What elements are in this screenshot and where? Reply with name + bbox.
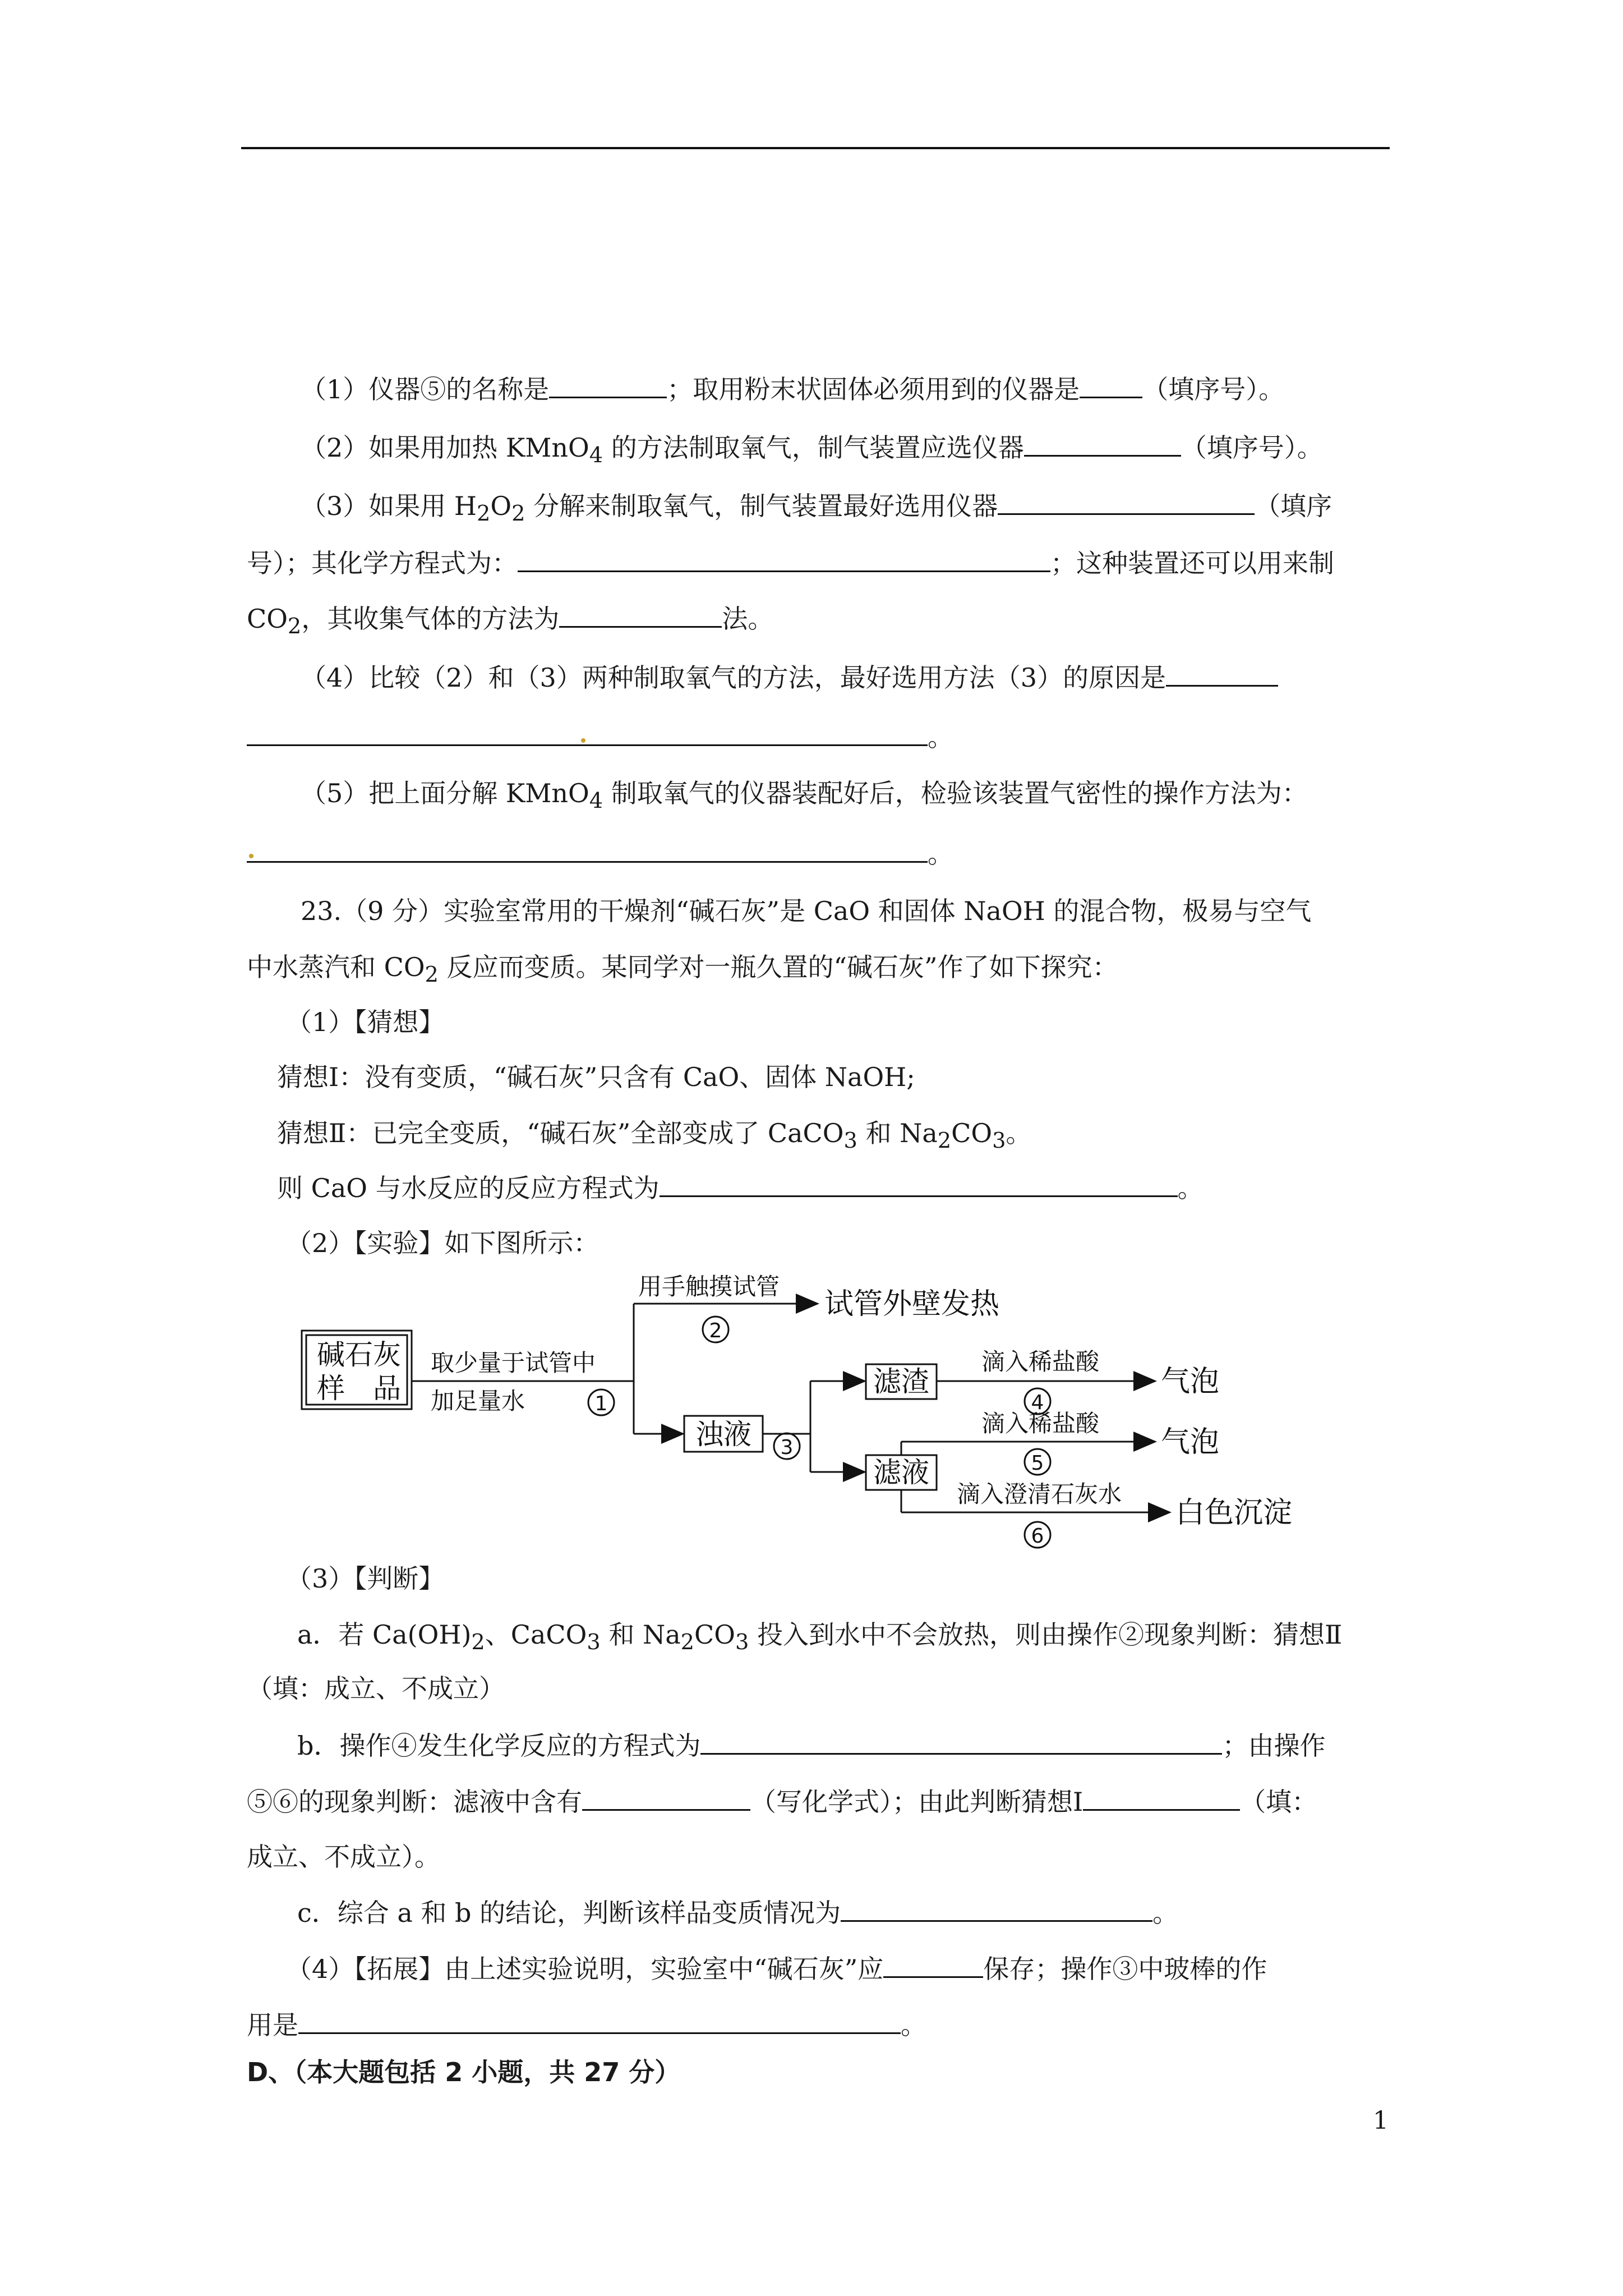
guess-2-text-c: CO — [951, 1118, 993, 1148]
answer-blank[interactable] — [1024, 432, 1181, 457]
q23-intro-text-a: 中水蒸汽和 CO — [247, 952, 425, 982]
subscript: 3 — [992, 1128, 1006, 1154]
residue-label: 滤渣 — [873, 1365, 929, 1398]
judge-a-line2: （填：成立、不成立） — [247, 1673, 505, 1704]
subscript: 4 — [589, 443, 603, 468]
extension-text-a: （4）【拓展】由上述实验说明，实验室中“碱石灰”应 — [286, 1954, 884, 1984]
judge-b-text-a: b．操作④发生化学反应的方程式为 — [297, 1731, 701, 1761]
answer-blank[interactable] — [841, 1898, 1152, 1922]
q22-p3-text-b: 分解来制取氧气，制气装置最好选用仪器 — [525, 491, 998, 521]
sample-label-1: 碱石灰 — [317, 1338, 401, 1371]
q22-p5-text-a: （5）把上面分解 KMnO — [301, 778, 589, 808]
answer-blank[interactable] — [247, 722, 928, 746]
q23-intro-line2 — [247, 950, 1118, 992]
cao-equation-line — [277, 1171, 1204, 1205]
subscript: 2 — [937, 1128, 952, 1154]
step1-label-bottom: 加足量水 — [431, 1387, 525, 1415]
q22-p3-text-g: ，其收集气体的方法为 — [301, 604, 560, 634]
step-number-1: 1 — [594, 1392, 608, 1415]
answer-blank[interactable] — [518, 548, 1050, 572]
answer-blank[interactable] — [298, 2010, 901, 2034]
judge-b-text-d: （写化学式）；由此判断猜想Ⅰ — [750, 1787, 1083, 1817]
page-number: 1 — [1373, 2106, 1389, 2135]
q22-p2-text-b: 的方法制取氧气，制气装置应选仪器 — [603, 432, 1024, 463]
extension-line2 — [247, 2008, 926, 2042]
judge-c-text: c．综合 a 和 b 的结论，判断该样品变质情况为 — [297, 1898, 841, 1928]
q22-p3-text-a: （3）如果用 H — [301, 491, 477, 521]
q22-part3-line1 — [301, 489, 1332, 531]
guess-2-text-b: 和 Na — [857, 1118, 938, 1148]
judge-b-text-c: ⑤⑥的现象判断：滤液中含有 — [247, 1787, 582, 1817]
q23-intro-text-b: 反应而变质。某同学对一瓶久置的“碱石灰”作了如下探究： — [438, 952, 1118, 982]
period: 。 — [1177, 1173, 1204, 1203]
q22-p3-text-mid: O — [490, 491, 512, 521]
judge-a-line1 — [297, 1618, 1342, 1659]
judge-b-text-b: ；由操作 — [1222, 1731, 1326, 1761]
hot-result: 试管外壁发热 — [824, 1287, 1000, 1321]
step-number-5: 5 — [1031, 1452, 1044, 1475]
experiment-heading: （2）【实验】如下图所示： — [286, 1228, 600, 1258]
subscript: 2 — [680, 1630, 695, 1655]
guess-heading: （1）【猜想】 — [286, 1007, 445, 1037]
experiment-flow-diagram — [297, 1274, 1340, 1549]
q22-part4-line2 — [247, 720, 953, 754]
answer-blank[interactable] — [1166, 662, 1278, 687]
q22-part5-line1 — [301, 776, 1308, 818]
q22-p1-text-a: （1）仪器⑤的名称是 — [301, 374, 550, 404]
acid-label-4: 滴入稀盐酸 — [981, 1348, 1100, 1375]
subscript: 4 — [589, 788, 603, 814]
stray-mark — [249, 854, 253, 858]
period: 。 — [1152, 1898, 1179, 1928]
subscript: 3 — [587, 1630, 601, 1655]
answer-blank[interactable] — [998, 491, 1255, 515]
q22-p3-text-h: 法。 — [722, 604, 774, 634]
answer-blank[interactable] — [700, 1731, 1222, 1755]
subscript: 3 — [843, 1128, 857, 1154]
subscript: 2 — [511, 501, 525, 527]
filtrate-label: 滤液 — [873, 1456, 929, 1489]
judge-c-line — [297, 1896, 1178, 1930]
answer-blank[interactable] — [582, 1787, 750, 1811]
step-number-2: 2 — [709, 1319, 722, 1342]
header-rule — [241, 147, 1390, 149]
acid-label-5: 滴入稀盐酸 — [981, 1410, 1100, 1437]
judge-a-text-c: 和 Na — [600, 1619, 681, 1650]
q22-part3-line3 — [247, 602, 773, 643]
section-d-heading: D、（本大题包括 2 小题，共 27 分） — [247, 2057, 681, 2087]
limewater-label: 滴入澄清石灰水 — [957, 1480, 1122, 1508]
q22-p2-text-a: （2）如果用加热 KMnO — [301, 432, 589, 463]
q22-p1-text-c: （填序号）。 — [1142, 374, 1285, 404]
bubble-result-4: 气泡 — [1161, 1365, 1220, 1398]
guess-2-text-d: 。 — [1006, 1118, 1032, 1148]
q22-p5-text-b: 制取氧气的仪器装配好后，检验该装置气密性的操作方法为： — [603, 778, 1308, 808]
judge-heading: （3）【判断】 — [286, 1563, 445, 1594]
period: 。 — [901, 2010, 926, 2040]
step1-label-top: 取少量于试管中 — [431, 1349, 596, 1377]
answer-blank[interactable] — [660, 1173, 1178, 1197]
judge-b-text-e: （填： — [1240, 1787, 1318, 1817]
judge-a-text-a: a．若 Ca(OH) — [297, 1619, 472, 1650]
guess-2-text-a: 猜想Ⅱ：已完全变质，“碱石灰”全部变成了 CaCO — [277, 1118, 844, 1148]
subscript: 3 — [735, 1630, 749, 1655]
answer-blank[interactable] — [549, 374, 667, 398]
answer-blank[interactable] — [883, 1954, 983, 1978]
subscript: 2 — [287, 614, 302, 639]
subscript: 2 — [425, 962, 439, 988]
sample-label-2: 样 品 — [317, 1372, 401, 1405]
q22-part1 — [301, 372, 1284, 406]
q22-p1-text-b: ；取用粉末状固体必须用到的仪器是 — [667, 374, 1080, 404]
period: 。 — [928, 722, 953, 752]
q22-part2 — [301, 431, 1323, 472]
q22-p2-text-c: （填序号）。 — [1181, 432, 1323, 463]
answer-blank[interactable] — [559, 604, 722, 628]
q22-part4-line1 — [301, 661, 1278, 694]
turbid-label: 浊液 — [695, 1418, 751, 1451]
extension-text-c: 用是 — [247, 2010, 298, 2040]
judge-b-line1 — [297, 1729, 1325, 1763]
q22-part3-line2 — [247, 546, 1334, 580]
judge-b-line3: 成立、不成立）。 — [247, 1842, 440, 1872]
q22-p3-text-d: 号）；其化学方程式为： — [247, 548, 518, 578]
step-number-4: 4 — [1031, 1391, 1044, 1414]
bubble-result-5: 气泡 — [1161, 1425, 1220, 1459]
judge-a-text-b: 、CaCO — [485, 1619, 587, 1650]
answer-blank[interactable] — [247, 839, 928, 863]
step-number-3: 3 — [780, 1436, 794, 1459]
guess-1: 猜想Ⅰ：没有变质，“碱石灰”只含有 CaO、固体 NaOH; — [277, 1062, 915, 1092]
precipitate-result: 白色沉淀 — [1175, 1496, 1293, 1530]
stray-mark — [581, 738, 585, 743]
judge-a-text-d: CO — [694, 1619, 735, 1650]
touch-label: 用手触摸试管 — [638, 1274, 780, 1300]
q22-part5-line2 — [247, 837, 953, 871]
step-number-6: 6 — [1031, 1525, 1044, 1548]
answer-blank[interactable] — [1083, 1787, 1240, 1811]
period: 。 — [928, 839, 953, 869]
cao-text: 则 CaO 与水反应的反应方程式为 — [277, 1173, 660, 1203]
subscript: 2 — [471, 1630, 485, 1655]
judge-b-line2 — [247, 1785, 1317, 1819]
q22-p3-text-e: ；这种装置还可以用来制 — [1050, 548, 1334, 578]
q22-p4-text-a: （4）比较（2）和（3）两种制取氧气的方法，最好选用方法（3）的原因是 — [301, 662, 1166, 693]
guess-2 — [277, 1116, 1031, 1158]
judge-a-text-e: 投入到水中不会放热，则由操作②现象判断：猜想Ⅱ — [749, 1619, 1343, 1650]
extension-text-b: 保存；操作③中玻棒的作 — [983, 1954, 1267, 1984]
q22-p3-text-f: CO — [247, 604, 288, 634]
extension-line1 — [286, 1952, 1267, 1986]
subscript: 2 — [477, 501, 491, 527]
answer-blank[interactable] — [1080, 374, 1142, 398]
q23-intro-line1: 23.（9 分）实验室常用的干燥剂“碱石灰”是 CaO 和固体 NaOH 的混合物，极易与空气 — [301, 896, 1312, 926]
q22-p3-text-c: （填序 — [1255, 491, 1332, 521]
